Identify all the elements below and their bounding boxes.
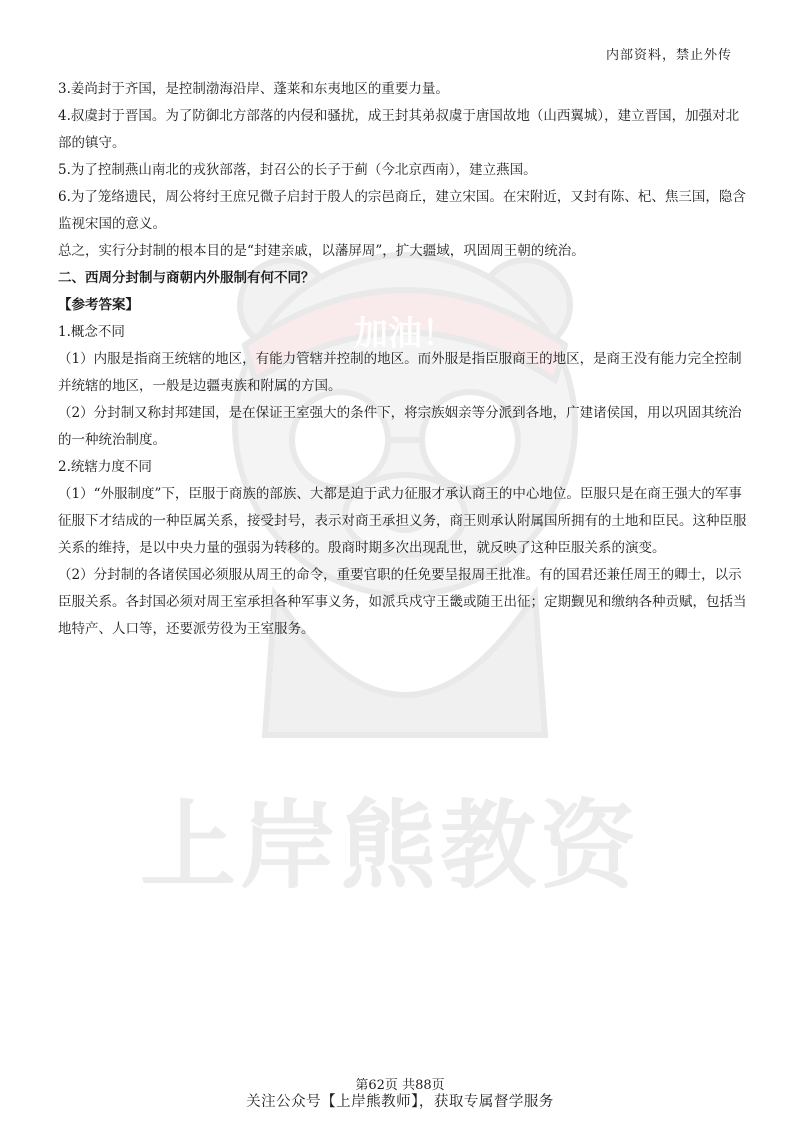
subheading: 1.概念不同 <box>58 324 125 340</box>
document-body <box>58 76 748 643</box>
page-number: 第62页 共88页 <box>355 1078 445 1093</box>
subheading: 2.统辖力度不同 <box>58 459 152 475</box>
paragraph: 3.姜尚封于齐国，是控制渤海沿岸、蓬莱和东夷地区的重要力量。 <box>58 81 449 97</box>
paragraph: （2）分封制的各诸侯国必须服从周王的命令，重要官职的任免要呈报周王批准。有的国君还兼任周王的卿士，以示臣服关系。各封国必须对周王室承担各种军事义务，如派兵戍守王畿或随王出征；定期觐见和缴纳各种贡赋，包括当地特产、人口等，还要派劳役为王室服务。 <box>58 567 747 637</box>
paragraph: 5.为了控制燕山南北的戎狄部落，封召公的长子于蓟（今北京西南），建立燕国。 <box>58 162 537 178</box>
promo-footer: 关注公众号【上岸熊教师】，获取专属督学服务 <box>246 1094 554 1110</box>
paragraph: 6.为了笼络遗民，周公将纣王庶兄微子启封于殷人的宗邑商丘，建立宋国。在宋附近，又封有陈、杞、焦三国，隐含监视宋国的意义。 <box>58 189 746 232</box>
badge-text: 加油！ <box>354 314 456 354</box>
paragraph: （1）内服是指商王统辖的地区，有能力管辖并控制的地区。而外服是指臣服商王的地区，是商王没有能力完全控制并统辖的地区，一般是边疆夷族和附属的方国。 <box>58 351 742 394</box>
section-heading: 二、西周分封制与商朝内外服制有何不同？ <box>58 270 315 286</box>
paragraph: （2）分封制又称封邦建国，是在保证王室强大的条件下，将宗族姻亲等分派到各地，广建诸侯国，用以巩固其统治的一种统治制度。 <box>58 405 742 448</box>
brand-watermark: 上岸熊教资 <box>140 790 640 902</box>
header-confidential-note: 内部资料，禁止外传 <box>605 48 732 63</box>
answer-heading: 【参考答案】 <box>58 297 139 313</box>
paragraph: 总之，实行分封制的根本目的是“封建亲戚，以藩屏周”，扩大疆域，巩固周王朝的统治。 <box>58 243 585 259</box>
paragraph: （1）“外服制度”下，臣服于商族的部族、大都是迫于武力征服才承认商王的中心地位。臣服只是在商王强大的军事征服下才结成的一种臣属关系，接受封号，表示对商王承担义务，商王则承认附属国所拥有的土地和臣民。这种臣服关系的维持，是以中央力量的强弱为转移的。殷商时期多次出现乱世，就反映了这种臣服关系的演变。 <box>58 486 747 556</box>
paragraph: 4.叔虞封于晋国。为了防御北方部落的内侵和骚扰，成王封其弟叔虞于唐国故地（山西翼城），建立晋国，加强对北部的镇守。 <box>58 108 740 151</box>
